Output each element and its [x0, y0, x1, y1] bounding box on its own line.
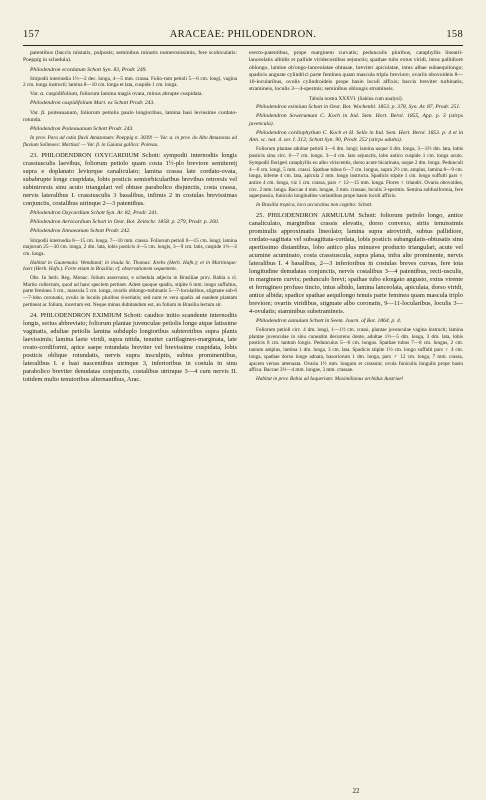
- paragraph: Philodendron Oxycardium Schott Syn. Ar. 82, Prodr. 241.: [30, 209, 159, 216]
- running-title: ARACEAE: PHILODENDRON.: [169, 29, 317, 40]
- paragraph: Philodendron Poiteauanum Schott Prodr. 243.: [30, 126, 134, 133]
- paragraph: Foliorum petioli circ. 4 dm. longi, 1—1½ cm. crassi, plantae juvenculae vagina instructi; lamina plantae juvenculae in sinu cuneatim decurrens donte, adultae 1½—5 dm. longa, 3 dm. lata, lobis posticis 8 cm. tantum longis. Pedunculus 5—6 cm. longus. Spathae tubus 7—8 cm. longus, 2 cm. tantum amplus, lamina 1 dm. longa, 3 cm. lata. Spadicis stipite 1½ cm. longo suffulti pars ♀ 4 cm. longa, spathae dorso longe adnata, basoriorum 1 dm. longa, pars ♂ 12 cm. longa, 7 mm. crassa, apicem versus attenuata. Ovaria 1½ mm. longum et crassum; ovula funiculis longulis prope basin affixa. Baccae 3½—4 mm. longae, 3 mm. crassae.: [249, 327, 463, 374]
- paragraph: Philodendron cordiophyllum C. Koch et H. Sello in Ind. Sem. Hort. Berol. 1853. p. 4 et in Ann. sc. nat. 4. ser. I. 312; Schott Syn. 90, Prodr. 252 (stirps adulta).: [249, 129, 463, 144]
- signature-number: 22: [352, 787, 360, 795]
- paragraph: erecto-patentibus, prope marginem curvatis; pedunculis pluribus, cataphyllis linearii-lanceolatis albidis et pallide viridecostibus sejunctis; spathae tubo extus viridi, intus pallidiore oblongo, lamine ob'ongo-lanceolatae obtusae, breviter apiculatae, intus albae subaequilongo; spadicis anguste cylindrici parte feminea quam mascula triplo breviore; ovariis obovoideis 8—10-locularibus, ovulis cylindroideis prope basin loculi affixis; baccis breviter turbinatis, stramineis, loculis 3—4-spermis; seminibus oblongis strumineis.: [249, 50, 463, 93]
- paragraph: Philodendron cuspidifolium Mart. ex Schott Prodr. 243.: [30, 100, 155, 107]
- paragraph: patentibus (baccis mistatis, pulposis; seminibus minutis numerosissimis, fere scobiculatis: Poeppig in schedula).: [23, 50, 237, 64]
- paragraph: In prov. Para ad ostia fluvii Amazonum: Poeppig n. 3039! — Var. α. in prov. do Alto Amazonas ad fluvium Solimoes: Martius! — Var. β. in Guiana gallica: Poiteau.: [23, 135, 237, 149]
- paragraph: 25. PHILODENDRON ARMULUM Schott: foliorum petiolo longo, antice canaliculato, marginibus crassis elevatis, dorso convexo, striis tenuissimis prominulis approximatis lineolato; lamina supra atroviridi, subtus pallidiore, cordato-sagittata vel subsagittata-cordata, lobis posticis subangulatis-obtusatis sinu apertissimo distantibus, lobo antico plus minusve producto triangulari, acute vel acumine acuminato, costa crassiuscula, supra plana, infra alte prominente, nervis lateralibus I. 4 basalibus, 2—3 inferioribus in costulas breves curvas, fere tota longitudine denudatas conjunctis, nervis costalibus 3—4 patentibus, recti-usculis, in marginem curvis; pedunculo brevi; spathae tubo elongato angusto, extus virente et ferrugineo profuso tincto, intus albido, lamina lanceolata, apiculata, dorso viridi, antice albida; spadice spathae aequilongo tenuis parte feminea quam mascula triplo breviore; ovariis viridibus, stigmate albo coronatis, 9—11-locularibus, loculis 3—4-ovulatis; staminibus subetramineis.: [249, 211, 463, 315]
- paragraph: Philodendron asmulum Schott in Seem. Journ. of Bot. 1864. p. 4.: [256, 317, 402, 324]
- paragraph: Habitat in prov. Bahia ad Iaqueriam: Maximilianus archidux Austriae!: [256, 375, 404, 382]
- paragraph: Stirpodii internodia 8—15 cm. longa, 7—10 mm. crassa. Foliorum petioli 8—15 cm. longi; lamina majorum 25—30 cm. longa, 2 dm. lata, lobis posticis 4—5 cm. longis, 3—9 cm. latis, cuspide 1½—2 cm. longa.: [23, 237, 237, 257]
- paragraph: 23. PHILODENDRON OXYCARDIUM Schott: sympodii internodiis longis crassiusculis laevibus, foliorum petiolo quam costa 1½-plo breviore semiteretj supra e doplanato leviorque canaliculato; lamina crassa late cordato-ovata, subabrupte longe cuspidata, lobis posticis semiorbicularibus brevibus retrorsis vel subintrorsis sinu acuto triangulari vel obtuse parabolico disjunctis, costa crassa, nervis lateralibus I. crassiusculis 3 basalibus, infimis 2 in costulas brevissimas conjunctis, costalibus utrinque 2—3 patentibus.: [23, 151, 237, 207]
- right-column: [249, 50, 463, 385]
- paragraph: In Brasilia tropica, loco accuratius non cognito: Schott.: [256, 202, 373, 209]
- paragraph: Philodendron eximium Schott in Oest. Bot. Wochenbl. 1853. p. 378, Syn. Ar. 87, Prodr. 251.: [256, 104, 461, 111]
- paragraph: Habitat in Guatemala: Wendland; in insula St. Thomas: Krebs (Herb. Hafn.); et in Martinique: Isert (Herb. Hafn.). Forte etiam in Brasilia; cf. observationem sequentem.: [23, 259, 237, 273]
- paragraph: Var. α. cuspidifolium, foliorum lamina magis ovata, minus abrupte cuspidata.: [30, 91, 203, 98]
- paragraph: Philodendron ecordatum Schott Syn. 83, Prodr. 249.: [30, 66, 147, 73]
- page-number-left: 157: [23, 29, 40, 40]
- paragraph: Philodendron Iinnaeanum Schott Prodr. 242.: [30, 228, 131, 235]
- paragraph: Tabula nostra XXXVI. (Sabina cum analysi).: [309, 95, 403, 102]
- paragraph: Var. β. poiteauanum, foliorum petiolis paulo longioribus, lamina basi leviusime cordato-rotunda.: [23, 109, 237, 123]
- paragraph: Foliorum plantae adultae petioli 3—6 dm. longi; lamina usque 4 dm. longa, 3—3½ dm. lata, lobis posticis sinu circ. 6—7 cm. longo, 3—4 cm. lato sejunctis, lobo antico cuspide 1 cm. longa acuto. Sympodii florigeri cataphyllis eo albo viriscentis, dorso acute bicarinata, usque 2 dm. longa. Pedunculi 4—6 cm. longi, 5 mm. crassi. Spathae tubus 6—7 cm. longus, supra 2½ cm. amplus, lamina 8—9 cm. longa, inferne 4 cm. lata, apicula 2 mm. longo instructa. Spadicis stipite 1 cm. longo suffulti pars ♀ antice 4 cm. longa, viz 1 cm. crassa, pars ♂ 12—15 mm. longa. Flores ♀ triandri. Ovaria obovoidea, circ. 2 mm. longa. Baccae 4 mm. longae, 3 mm. crassae, loculis 3-spermis. Semina subfusiformia, fere saperpussia, funiculo longitudine variantibus prope basin loculi affixis.: [249, 146, 463, 200]
- header-rule: [23, 45, 463, 46]
- paragraph: 24. PHILODENDRON EXIMIUM Schott: caudice initio scandente internodiis longis, serius abbreviato; foliorum planiae juvenculae petiolis longe atque latissime vaginatis, adultae petiolis lamina subduplo longioribus subteretibus supra planis laevissimis; lamina laete viridi, supra nitida, tenuiter cartilagineo-marginata, late ovato-cordiformi, apice saepe rotundata breviter vel brevissime cuspidata, lobis posticis oblique rotundatis, nervis supra insculptis, subtus prominentibus, lateralibus I. e basi nascentibus utrinque 3, inferioribus in costula in sinu parabolico breviter denudatas conjunctis, costalibus utrinque 3—4 cum nervis II. totidem multo tenuioribus alternantibus, Arac.: [23, 311, 237, 383]
- paragraph: Philodendron Aerocardium Schott in Oest. Bot. Zeitschr. 1858. p. 279, Prodr. p. 260.: [30, 219, 220, 226]
- paragraph: Philodendron Sowerumum C. Koch in Ind. Sem. Hort. Berol. 1855, App. p. 3 (stirps juvencula).: [249, 113, 463, 127]
- paragraph: Stirpodii internodia 1½—2 dec. longa, 4—5 mm. crassa. Folio-rum petioli 5—6 cm. longi, vagina 2 cm. longa instructi; lamina 8—10 cm. longa et lata, cuspide 1 cm. longa.: [23, 75, 237, 89]
- paragraph: Obs. In herb. Reg. Monac. folium asservatur, e schedula adjecta in Brasiliae prov. Bahia a cl. Martio collectum, quod ad hanc speciem pertinet. Adest quoque spadix, stipite 6 mm. longo suffultus, parte feminea 3 cm., mascula 5 cm. longa, ovariis oblongo-turbinatis 5—7-locularibus, stigmate sub-6—7-lobo coronatis, ovulis in loculis pluribus d-seriatis; sed num re vera spadix ad eandem plantam pertineat ac folium, incertum est. Neque minus dubitandum est, an folium in Brasilia lectum sit.: [23, 275, 237, 308]
- running-header: [23, 29, 463, 43]
- page-number-right: 158: [446, 29, 463, 40]
- left-column: [23, 50, 237, 386]
